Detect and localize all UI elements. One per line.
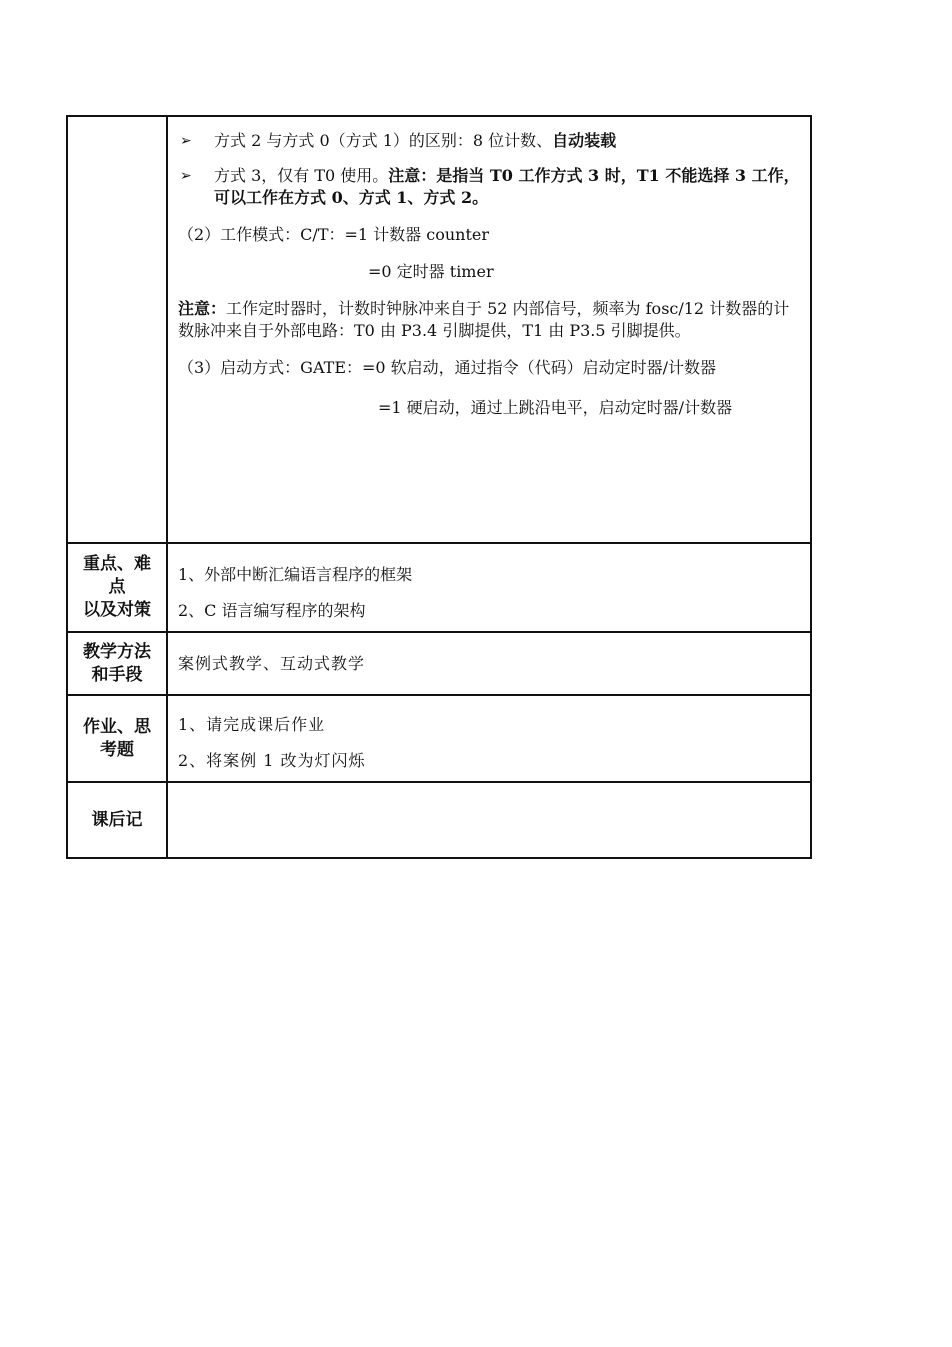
arrow-bullet-icon: ➢ — [180, 133, 192, 149]
key-points-content — [167, 543, 811, 632]
label-line: 考题 — [100, 739, 134, 760]
label-line: 以及对策 — [83, 600, 151, 620]
homework-label — [67, 695, 167, 782]
lesson-plan-table — [66, 115, 812, 859]
work-mode-line-2: =0 定时器 timer — [368, 262, 494, 281]
note-label: 注意： — [178, 299, 227, 318]
teaching-methods-label — [67, 632, 167, 695]
bullet-item-mode2 — [178, 130, 800, 152]
homework-item: 1、请完成课后作业 — [178, 715, 326, 734]
start-mode-line-2: =1 硬启动，通过上跳沿电平，启动定时器/计数器 — [378, 398, 733, 417]
bullet-text-bold: 注意：是指当 T0 工作方式 3 时，T1 不能选择 3 工作，可以工作在方式 0、方式 1、方式 2。 — [214, 166, 800, 207]
key-points-label — [67, 543, 167, 632]
start-mode-line-1: （3）启动方式：GATE：=0 软启动，通过指令（代码）启动定时器/计数器 — [178, 358, 717, 377]
content-row — [67, 116, 811, 543]
label-line: 和手段 — [91, 664, 143, 685]
afterword-content — [167, 782, 811, 858]
bullet-text: 方式 2 与方式 0（方式 1）的区别：8 位计数、 — [214, 131, 553, 150]
label-line: 教学方法 — [83, 641, 151, 662]
bullet-text: 方式 3，仅有 T0 使用。 — [214, 166, 389, 185]
teaching-methods-text: 案例式教学、互动式教学 — [178, 653, 366, 673]
work-mode-line-1: （2）工作模式：C/T：=1 计数器 counter — [178, 225, 489, 244]
teaching-methods-row — [67, 632, 811, 695]
label-line: 作业、思 — [83, 716, 151, 737]
arrow-bullet-icon: ➢ — [180, 168, 192, 184]
homework-item: 2、将案例 1 改为灯闪烁 — [178, 751, 366, 770]
content-cell — [167, 116, 811, 543]
label-line: 重点、难 — [83, 554, 151, 574]
empty-label-cell — [67, 116, 167, 543]
homework-row — [67, 695, 811, 782]
teaching-methods-content — [167, 632, 811, 695]
afterword-row — [67, 782, 811, 858]
bullet-text-bold: 自动装载 — [552, 131, 617, 150]
bullet-item-mode3 — [178, 165, 800, 209]
label-line: 点 — [108, 577, 126, 597]
afterword-label: 课后记 — [67, 782, 167, 858]
homework-content — [167, 695, 811, 782]
key-points-row — [67, 543, 811, 632]
key-point-item: 1、外部中断汇编语言程序的框架 — [178, 565, 413, 584]
note-text: 工作定时器时，计数时钟脉冲来自于 52 内部信号，频率为 fosc/12 计数器的计数脉冲来自于外部电路：T0 由 P3.4 引脚提供，T1 由 P3.5 引脚提供。 — [178, 299, 790, 340]
note-paragraph — [178, 298, 800, 342]
key-point-item: 2、C 语言编写程序的架构 — [178, 601, 366, 620]
